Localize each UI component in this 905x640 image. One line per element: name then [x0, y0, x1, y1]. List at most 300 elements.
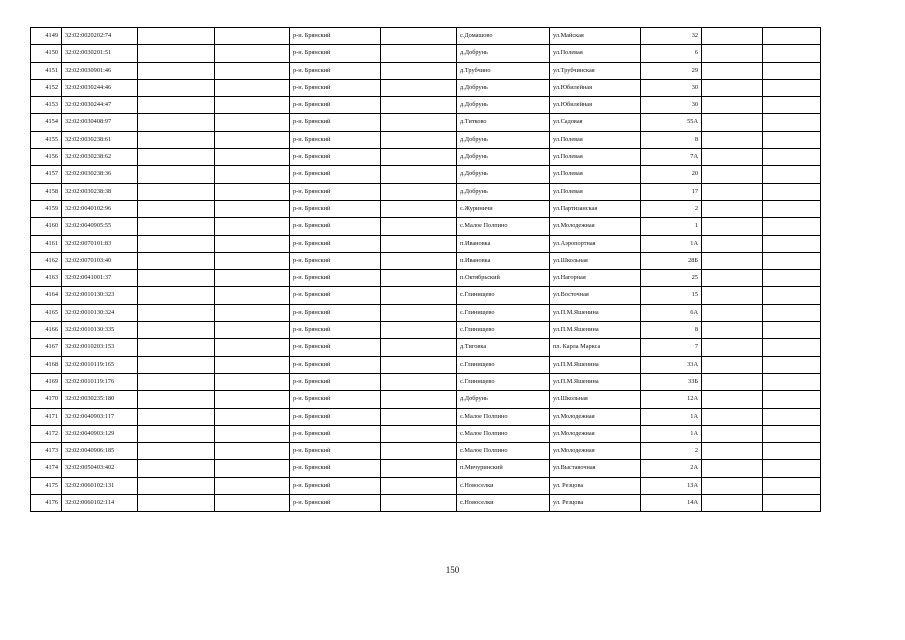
- empty-cell: [138, 391, 215, 408]
- empty-cell: [702, 339, 763, 356]
- empty-cell: [381, 62, 457, 79]
- house-number-cell: 17: [641, 183, 702, 200]
- table-row: [31, 45, 821, 62]
- cadastral-number-cell: 32:02:0040102:96: [62, 200, 138, 217]
- empty-cell: [381, 408, 457, 425]
- table-row: [31, 218, 821, 235]
- empty-cell: [215, 304, 290, 321]
- cadastral-number-cell: 32:02:0010203:153: [62, 339, 138, 356]
- row-number-cell: 4164: [31, 287, 62, 304]
- empty-cell: [138, 131, 215, 148]
- empty-cell: [763, 495, 821, 512]
- empty-cell: [381, 322, 457, 339]
- cadastral-number-cell: 32:02:0030244:47: [62, 97, 138, 114]
- empty-cell: [763, 339, 821, 356]
- house-number-cell: 12А: [641, 391, 702, 408]
- house-number-cell: 33Б: [641, 373, 702, 390]
- locality-cell: с.Журиничи: [457, 200, 550, 217]
- locality-cell: с.Глинищево: [457, 304, 550, 321]
- cadastral-number-cell: 32:02:0030901:46: [62, 62, 138, 79]
- cadastral-number-cell: 32:02:0060102:114: [62, 495, 138, 512]
- empty-cell: [381, 183, 457, 200]
- street-cell: ул.Полевая: [550, 45, 641, 62]
- empty-cell: [763, 408, 821, 425]
- empty-cell: [702, 460, 763, 477]
- table-row: [31, 131, 821, 148]
- empty-cell: [215, 460, 290, 477]
- empty-cell: [381, 460, 457, 477]
- street-cell: ул.Восточная: [550, 287, 641, 304]
- house-number-cell: 1: [641, 218, 702, 235]
- empty-cell: [702, 218, 763, 235]
- house-number-cell: 20: [641, 166, 702, 183]
- table-row: [31, 477, 821, 494]
- registry-table: [30, 27, 821, 512]
- street-cell: ул.Молодежная: [550, 443, 641, 460]
- table-row: [31, 97, 821, 114]
- empty-cell: [763, 62, 821, 79]
- district-cell: р-н. Брянский: [290, 62, 381, 79]
- empty-cell: [381, 270, 457, 287]
- district-cell: р-н. Брянский: [290, 495, 381, 512]
- row-number-cell: 4169: [31, 373, 62, 390]
- empty-cell: [215, 97, 290, 114]
- house-number-cell: 2: [641, 443, 702, 460]
- row-number-cell: 4163: [31, 270, 62, 287]
- row-number-cell: 4154: [31, 114, 62, 131]
- empty-cell: [381, 339, 457, 356]
- table-row: [31, 425, 821, 442]
- empty-cell: [138, 183, 215, 200]
- district-cell: р-н. Брянский: [290, 97, 381, 114]
- empty-cell: [215, 408, 290, 425]
- empty-cell: [381, 304, 457, 321]
- locality-cell: д.Добрунь: [457, 183, 550, 200]
- district-cell: р-н. Брянский: [290, 356, 381, 373]
- house-number-cell: 1А: [641, 408, 702, 425]
- cadastral-number-cell: 32:02:0010130:335: [62, 322, 138, 339]
- street-cell: ул.Партизанская: [550, 200, 641, 217]
- empty-cell: [702, 356, 763, 373]
- street-cell: ул.Молодежная: [550, 408, 641, 425]
- empty-cell: [763, 356, 821, 373]
- district-cell: р-н. Брянский: [290, 166, 381, 183]
- house-number-cell: 29: [641, 62, 702, 79]
- locality-cell: с.Глинищево: [457, 322, 550, 339]
- empty-cell: [381, 149, 457, 166]
- row-number-cell: 4168: [31, 356, 62, 373]
- district-cell: р-н. Брянский: [290, 183, 381, 200]
- table-row: [31, 235, 821, 252]
- empty-cell: [138, 425, 215, 442]
- street-cell: ул.Школьная: [550, 391, 641, 408]
- house-number-cell: 13А: [641, 477, 702, 494]
- empty-cell: [215, 183, 290, 200]
- district-cell: р-н. Брянский: [290, 339, 381, 356]
- row-number-cell: 4157: [31, 166, 62, 183]
- district-cell: р-н. Брянский: [290, 391, 381, 408]
- street-cell: ул.Полевая: [550, 166, 641, 183]
- empty-cell: [215, 443, 290, 460]
- table-row: [31, 270, 821, 287]
- empty-cell: [763, 460, 821, 477]
- table-row: [31, 408, 821, 425]
- empty-cell: [702, 270, 763, 287]
- empty-cell: [702, 114, 763, 131]
- district-cell: р-н. Брянский: [290, 270, 381, 287]
- empty-cell: [215, 28, 290, 45]
- cadastral-number-cell: 32:02:0030238:38: [62, 183, 138, 200]
- row-number-cell: 4162: [31, 252, 62, 269]
- empty-cell: [138, 443, 215, 460]
- empty-cell: [215, 270, 290, 287]
- table-row: [31, 149, 821, 166]
- street-cell: ул. Резцова: [550, 495, 641, 512]
- locality-cell: д.Добрунь: [457, 149, 550, 166]
- locality-cell: д.Добрунь: [457, 79, 550, 96]
- empty-cell: [763, 304, 821, 321]
- cadastral-number-cell: 32:02:0041001:37: [62, 270, 138, 287]
- empty-cell: [381, 131, 457, 148]
- locality-cell: с.Новоселки: [457, 495, 550, 512]
- empty-cell: [381, 443, 457, 460]
- house-number-cell: 25: [641, 270, 702, 287]
- table-row: [31, 460, 821, 477]
- empty-cell: [763, 149, 821, 166]
- cadastral-number-cell: 32:02:0040903:117: [62, 408, 138, 425]
- street-cell: ул.Трубчинская: [550, 62, 641, 79]
- street-cell: ул.Майская: [550, 28, 641, 45]
- empty-cell: [381, 425, 457, 442]
- empty-cell: [381, 28, 457, 45]
- cadastral-number-cell: 32:02:0040906:185: [62, 443, 138, 460]
- cadastral-number-cell: 32:02:0010130:323: [62, 287, 138, 304]
- empty-cell: [381, 495, 457, 512]
- empty-cell: [702, 62, 763, 79]
- empty-cell: [138, 287, 215, 304]
- empty-cell: [381, 287, 457, 304]
- house-number-cell: 30: [641, 97, 702, 114]
- empty-cell: [138, 408, 215, 425]
- street-cell: ул.Выставочная: [550, 460, 641, 477]
- locality-cell: с.Малое Полпино: [457, 408, 550, 425]
- empty-cell: [763, 425, 821, 442]
- empty-cell: [381, 391, 457, 408]
- house-number-cell: 14А: [641, 495, 702, 512]
- empty-cell: [215, 200, 290, 217]
- empty-cell: [702, 408, 763, 425]
- empty-cell: [215, 79, 290, 96]
- empty-cell: [702, 287, 763, 304]
- empty-cell: [215, 477, 290, 494]
- street-cell: ул.П.М.Яшенина: [550, 356, 641, 373]
- empty-cell: [702, 149, 763, 166]
- district-cell: р-н. Брянский: [290, 200, 381, 217]
- street-cell: ул.П.М.Яшенина: [550, 304, 641, 321]
- district-cell: р-н. Брянский: [290, 322, 381, 339]
- empty-cell: [702, 322, 763, 339]
- empty-cell: [702, 477, 763, 494]
- empty-cell: [138, 114, 215, 131]
- cadastral-number-cell: 32:02:0040903:129: [62, 425, 138, 442]
- empty-cell: [702, 252, 763, 269]
- cadastral-number-cell: 32:02:0010130:324: [62, 304, 138, 321]
- locality-cell: с.Глинищево: [457, 287, 550, 304]
- cadastral-number-cell: 32:02:0010119:165: [62, 356, 138, 373]
- row-number-cell: 4151: [31, 62, 62, 79]
- house-number-cell: 30: [641, 79, 702, 96]
- table-row: [31, 79, 821, 96]
- street-cell: ул.Школьная: [550, 252, 641, 269]
- empty-cell: [702, 79, 763, 96]
- empty-cell: [763, 270, 821, 287]
- empty-cell: [381, 252, 457, 269]
- district-cell: р-н. Брянский: [290, 114, 381, 131]
- row-number-cell: 4150: [31, 45, 62, 62]
- empty-cell: [138, 218, 215, 235]
- row-number-cell: 4174: [31, 460, 62, 477]
- empty-cell: [763, 131, 821, 148]
- district-cell: р-н. Брянский: [290, 79, 381, 96]
- table-row: [31, 373, 821, 390]
- street-cell: пл. Карла Маркса: [550, 339, 641, 356]
- district-cell: р-н. Брянский: [290, 287, 381, 304]
- empty-cell: [702, 425, 763, 442]
- empty-cell: [763, 391, 821, 408]
- empty-cell: [215, 339, 290, 356]
- empty-cell: [763, 28, 821, 45]
- empty-cell: [381, 45, 457, 62]
- empty-cell: [702, 304, 763, 321]
- row-number-cell: 4172: [31, 425, 62, 442]
- empty-cell: [215, 287, 290, 304]
- cadastral-number-cell: 32:02:0030238:36: [62, 166, 138, 183]
- street-cell: ул.Молодежная: [550, 218, 641, 235]
- row-number-cell: 4176: [31, 495, 62, 512]
- cadastral-number-cell: 32:02:0060102:131: [62, 477, 138, 494]
- house-number-cell: 1А: [641, 425, 702, 442]
- row-number-cell: 4155: [31, 131, 62, 148]
- row-number-cell: 4170: [31, 391, 62, 408]
- locality-cell: с.Малое Полпино: [457, 425, 550, 442]
- house-number-cell: 6: [641, 45, 702, 62]
- house-number-cell: 8: [641, 131, 702, 148]
- locality-cell: п.Ивановка: [457, 235, 550, 252]
- cadastral-number-cell: 32:02:0040905:55: [62, 218, 138, 235]
- empty-cell: [763, 373, 821, 390]
- house-number-cell: 7А: [641, 149, 702, 166]
- district-cell: р-н. Брянский: [290, 149, 381, 166]
- street-cell: ул.Садовая: [550, 114, 641, 131]
- district-cell: р-н. Брянский: [290, 45, 381, 62]
- locality-cell: д.Добрунь: [457, 391, 550, 408]
- empty-cell: [138, 235, 215, 252]
- locality-cell: д.Титково: [457, 114, 550, 131]
- empty-cell: [215, 425, 290, 442]
- empty-cell: [138, 79, 215, 96]
- locality-cell: с.Глинищево: [457, 373, 550, 390]
- empty-cell: [381, 97, 457, 114]
- district-cell: р-н. Брянский: [290, 408, 381, 425]
- empty-cell: [215, 356, 290, 373]
- empty-cell: [763, 183, 821, 200]
- district-cell: р-н. Брянский: [290, 252, 381, 269]
- empty-cell: [702, 131, 763, 148]
- empty-cell: [138, 28, 215, 45]
- street-cell: ул.Юбилейная: [550, 79, 641, 96]
- house-number-cell: 8: [641, 322, 702, 339]
- empty-cell: [215, 166, 290, 183]
- row-number-cell: 4167: [31, 339, 62, 356]
- registry-table-body: [31, 28, 821, 512]
- district-cell: р-н. Брянский: [290, 443, 381, 460]
- locality-cell: д.Тиговка: [457, 339, 550, 356]
- empty-cell: [763, 79, 821, 96]
- house-number-cell: 6А: [641, 304, 702, 321]
- empty-cell: [381, 373, 457, 390]
- row-number-cell: 4158: [31, 183, 62, 200]
- street-cell: ул.Полевая: [550, 131, 641, 148]
- street-cell: ул. Резцова: [550, 477, 641, 494]
- empty-cell: [215, 149, 290, 166]
- street-cell: ул.П.М.Яшенина: [550, 322, 641, 339]
- district-cell: р-н. Брянский: [290, 477, 381, 494]
- empty-cell: [702, 200, 763, 217]
- empty-cell: [702, 443, 763, 460]
- street-cell: ул.Полевая: [550, 183, 641, 200]
- empty-cell: [702, 495, 763, 512]
- empty-cell: [215, 131, 290, 148]
- empty-cell: [138, 373, 215, 390]
- empty-cell: [138, 477, 215, 494]
- row-number-cell: 4153: [31, 97, 62, 114]
- empty-cell: [138, 166, 215, 183]
- street-cell: ул.Юбилейная: [550, 97, 641, 114]
- house-number-cell: 7: [641, 339, 702, 356]
- empty-cell: [381, 79, 457, 96]
- locality-cell: п.Ивановка: [457, 252, 550, 269]
- cadastral-number-cell: 32:02:0050403:402: [62, 460, 138, 477]
- empty-cell: [138, 97, 215, 114]
- empty-cell: [381, 218, 457, 235]
- empty-cell: [763, 45, 821, 62]
- empty-cell: [138, 62, 215, 79]
- table-row: [31, 114, 821, 131]
- locality-cell: д.Трубчино: [457, 62, 550, 79]
- table-row: [31, 166, 821, 183]
- table-row: [31, 252, 821, 269]
- row-number-cell: 4175: [31, 477, 62, 494]
- street-cell: ул.П.М.Яшенина: [550, 373, 641, 390]
- empty-cell: [381, 477, 457, 494]
- locality-cell: д.Добрунь: [457, 97, 550, 114]
- empty-cell: [763, 252, 821, 269]
- empty-cell: [763, 477, 821, 494]
- empty-cell: [702, 97, 763, 114]
- district-cell: р-н. Брянский: [290, 218, 381, 235]
- row-number-cell: 4165: [31, 304, 62, 321]
- house-number-cell: 55А: [641, 114, 702, 131]
- empty-cell: [138, 149, 215, 166]
- district-cell: р-н. Брянский: [290, 28, 381, 45]
- empty-cell: [215, 45, 290, 62]
- empty-cell: [763, 287, 821, 304]
- empty-cell: [763, 114, 821, 131]
- cadastral-number-cell: 32:02:0030408:97: [62, 114, 138, 131]
- house-number-cell: 33А: [641, 356, 702, 373]
- district-cell: р-н. Брянский: [290, 304, 381, 321]
- cadastral-number-cell: 32:02:0030238:61: [62, 131, 138, 148]
- empty-cell: [763, 322, 821, 339]
- empty-cell: [215, 62, 290, 79]
- district-cell: р-н. Брянский: [290, 131, 381, 148]
- empty-cell: [763, 166, 821, 183]
- empty-cell: [138, 304, 215, 321]
- empty-cell: [702, 235, 763, 252]
- table-row: [31, 443, 821, 460]
- empty-cell: [763, 218, 821, 235]
- locality-cell: п.Мичуринский: [457, 460, 550, 477]
- street-cell: ул.Аэропортная: [550, 235, 641, 252]
- district-cell: р-н. Брянский: [290, 425, 381, 442]
- empty-cell: [138, 252, 215, 269]
- street-cell: ул.Нагорная: [550, 270, 641, 287]
- row-number-cell: 4152: [31, 79, 62, 96]
- empty-cell: [138, 460, 215, 477]
- street-cell: ул.Полевая: [550, 149, 641, 166]
- table-row: [31, 339, 821, 356]
- table-row: [31, 287, 821, 304]
- cadastral-number-cell: 32:02:0020202:74: [62, 28, 138, 45]
- empty-cell: [138, 200, 215, 217]
- locality-cell: д.Добрунь: [457, 131, 550, 148]
- cadastral-number-cell: 32:02:0030244:46: [62, 79, 138, 96]
- row-number-cell: 4160: [31, 218, 62, 235]
- row-number-cell: 4161: [31, 235, 62, 252]
- cadastral-number-cell: 32:02:0030235:180: [62, 391, 138, 408]
- table-row: [31, 200, 821, 217]
- empty-cell: [215, 373, 290, 390]
- locality-cell: с.Малое Полпино: [457, 218, 550, 235]
- row-number-cell: 4159: [31, 200, 62, 217]
- cadastral-number-cell: 32:02:0070101:83: [62, 235, 138, 252]
- locality-cell: с.Новоселки: [457, 477, 550, 494]
- empty-cell: [138, 322, 215, 339]
- table-row: [31, 495, 821, 512]
- table-row: [31, 391, 821, 408]
- locality-cell: с.Глинищево: [457, 356, 550, 373]
- empty-cell: [702, 28, 763, 45]
- empty-cell: [702, 391, 763, 408]
- house-number-cell: 32: [641, 28, 702, 45]
- empty-cell: [138, 495, 215, 512]
- empty-cell: [763, 97, 821, 114]
- empty-cell: [702, 183, 763, 200]
- district-cell: р-н. Брянский: [290, 235, 381, 252]
- row-number-cell: 4173: [31, 443, 62, 460]
- locality-cell: с.Малое Полпино: [457, 443, 550, 460]
- empty-cell: [381, 200, 457, 217]
- district-cell: р-н. Брянский: [290, 460, 381, 477]
- empty-cell: [215, 235, 290, 252]
- empty-cell: [381, 235, 457, 252]
- house-number-cell: 15: [641, 287, 702, 304]
- empty-cell: [215, 495, 290, 512]
- locality-cell: п.Октябрьский: [457, 270, 550, 287]
- row-number-cell: 4156: [31, 149, 62, 166]
- house-number-cell: 28Б: [641, 252, 702, 269]
- empty-cell: [381, 356, 457, 373]
